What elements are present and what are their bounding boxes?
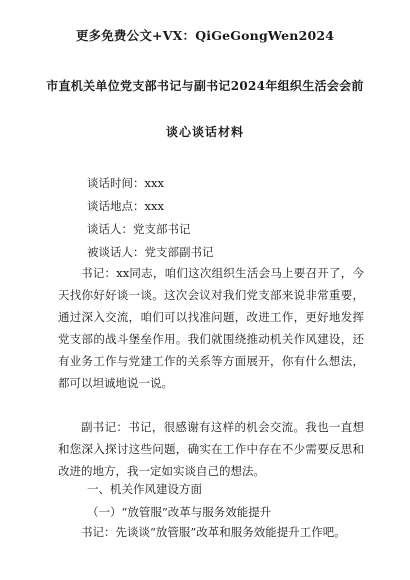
document-subtitle: 谈心谈话材料 xyxy=(165,125,244,139)
meta-speaker: 谈话人：党支部书记 xyxy=(87,222,191,236)
paragraph-secretary-topic: 书记：先谈谈“放管服”改革和服务效能提升工作吧。 xyxy=(81,525,346,539)
promo-banner: 更多免费公文+VX：QiGeGongWen2024 xyxy=(75,28,335,43)
meta-time: 谈话时间：xxx xyxy=(87,176,164,190)
section-heading: 一、机关作风建设方面 xyxy=(87,482,202,496)
meta-place: 谈话地点：xxx xyxy=(87,199,164,213)
subsection-heading: （一）“放管服”改革与服务效能提升 xyxy=(87,505,272,519)
paragraph-deputy-reply: 副书记：书记，很感谢有这样的机会交流。我也一直想和您深入探讨这些问题，确实在工作中存在不少需要反思和改进的地方，我一定如实谈自己的想法。 xyxy=(58,420,364,478)
meta-listener: 被谈话人：党支部副书记 xyxy=(87,245,214,259)
paragraph-secretary-opening: 书记：xx同志，咱们这次组织生活会马上要召开了，今天找你好好谈一谈。这次会议对我们党支部来说非常重要，通过深入交流，咱们可以找准问题，改进工作，更好地发挥党支部的战斗堡垒作用。我们就围绕推动机关作风建设，还有业务工作与党建工作的关系等方面展开，你有什么想法，都可以坦诚地说一说。 xyxy=(58,266,364,390)
document-title: 市直机关单位党支部书记与副书记2024年组织生活会会前 xyxy=(46,79,364,93)
